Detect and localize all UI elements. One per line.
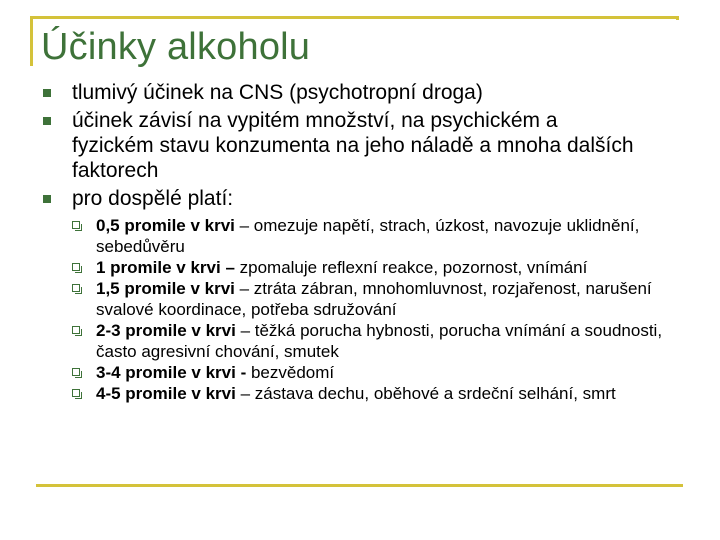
sub-bullet-text: – omezuje napětí, strach, úzkost, navozuje uklidnění, sebedůvěru (96, 216, 640, 256)
sub-bullet-text: – těžká porucha hybnosti, porucha vnímání a soudnosti, často agresivní chování, smutek (96, 321, 663, 361)
right-rule-tick (676, 16, 679, 20)
sub-bullet-item (72, 215, 696, 257)
bullet-item (0, 108, 642, 183)
sub-bullet-text: – ztráta zábran, mnohomluvnost, rozjařenost, narušení svalové koordinace, potřeba sdružování (96, 279, 652, 319)
bullet-item (0, 80, 642, 105)
slide-title: Účinky alkoholu (41, 26, 311, 68)
bullet-text: pro dospělé platí: (72, 187, 234, 210)
sub-bullet-list (72, 215, 663, 404)
sub-bullet-bold: 3-4 promile v krvi - (96, 363, 247, 382)
box-bullet-icon (72, 284, 80, 292)
sub-bullet-bold: 1,5 promile v krvi (96, 279, 235, 298)
sub-bullet-item (72, 320, 696, 362)
bullet-text: tlumivý účinek na CNS (psychotropní droga) (72, 81, 483, 104)
sub-bullet-text: zpomaluje reflexní reakce, pozornost, vnímání (234, 258, 588, 277)
left-rule (30, 16, 33, 66)
box-bullet-icon (72, 263, 80, 271)
sub-bullet-bold: 2-3 promile v krvi (96, 321, 236, 340)
box-bullet-icon (72, 221, 80, 229)
sub-bullet-bold: 4-5 promile v krvi (96, 384, 236, 403)
square-bullet-icon (43, 89, 51, 97)
bottom-rule (36, 484, 683, 487)
box-bullet-icon (72, 389, 80, 397)
bullet-list (0, 80, 720, 407)
box-bullet-icon (72, 326, 80, 334)
sub-bullet-bold: 1 promile v krvi – (96, 258, 235, 277)
square-bullet-icon (43, 195, 51, 203)
sub-bullet-item (72, 362, 696, 383)
box-bullet-icon (72, 368, 80, 376)
sub-bullet-item (72, 278, 696, 320)
square-bullet-icon (43, 117, 51, 125)
top-rule (30, 16, 678, 19)
sub-bullet-item (72, 383, 696, 404)
bullet-item (0, 186, 663, 404)
sub-bullet-item (72, 257, 696, 278)
sub-bullet-bold: 0,5 promile v krvi (96, 216, 235, 235)
sub-bullet-text: – zástava dechu, oběhové a srdeční selhání, smrt (235, 384, 616, 403)
sub-bullet-text: bezvědomí (246, 363, 335, 382)
bullet-text: účinek závisí na vypitém množství, na psychickém a fyzickém stavu konzumenta na jeho náladě a mnoha dalších faktorech (72, 109, 634, 182)
